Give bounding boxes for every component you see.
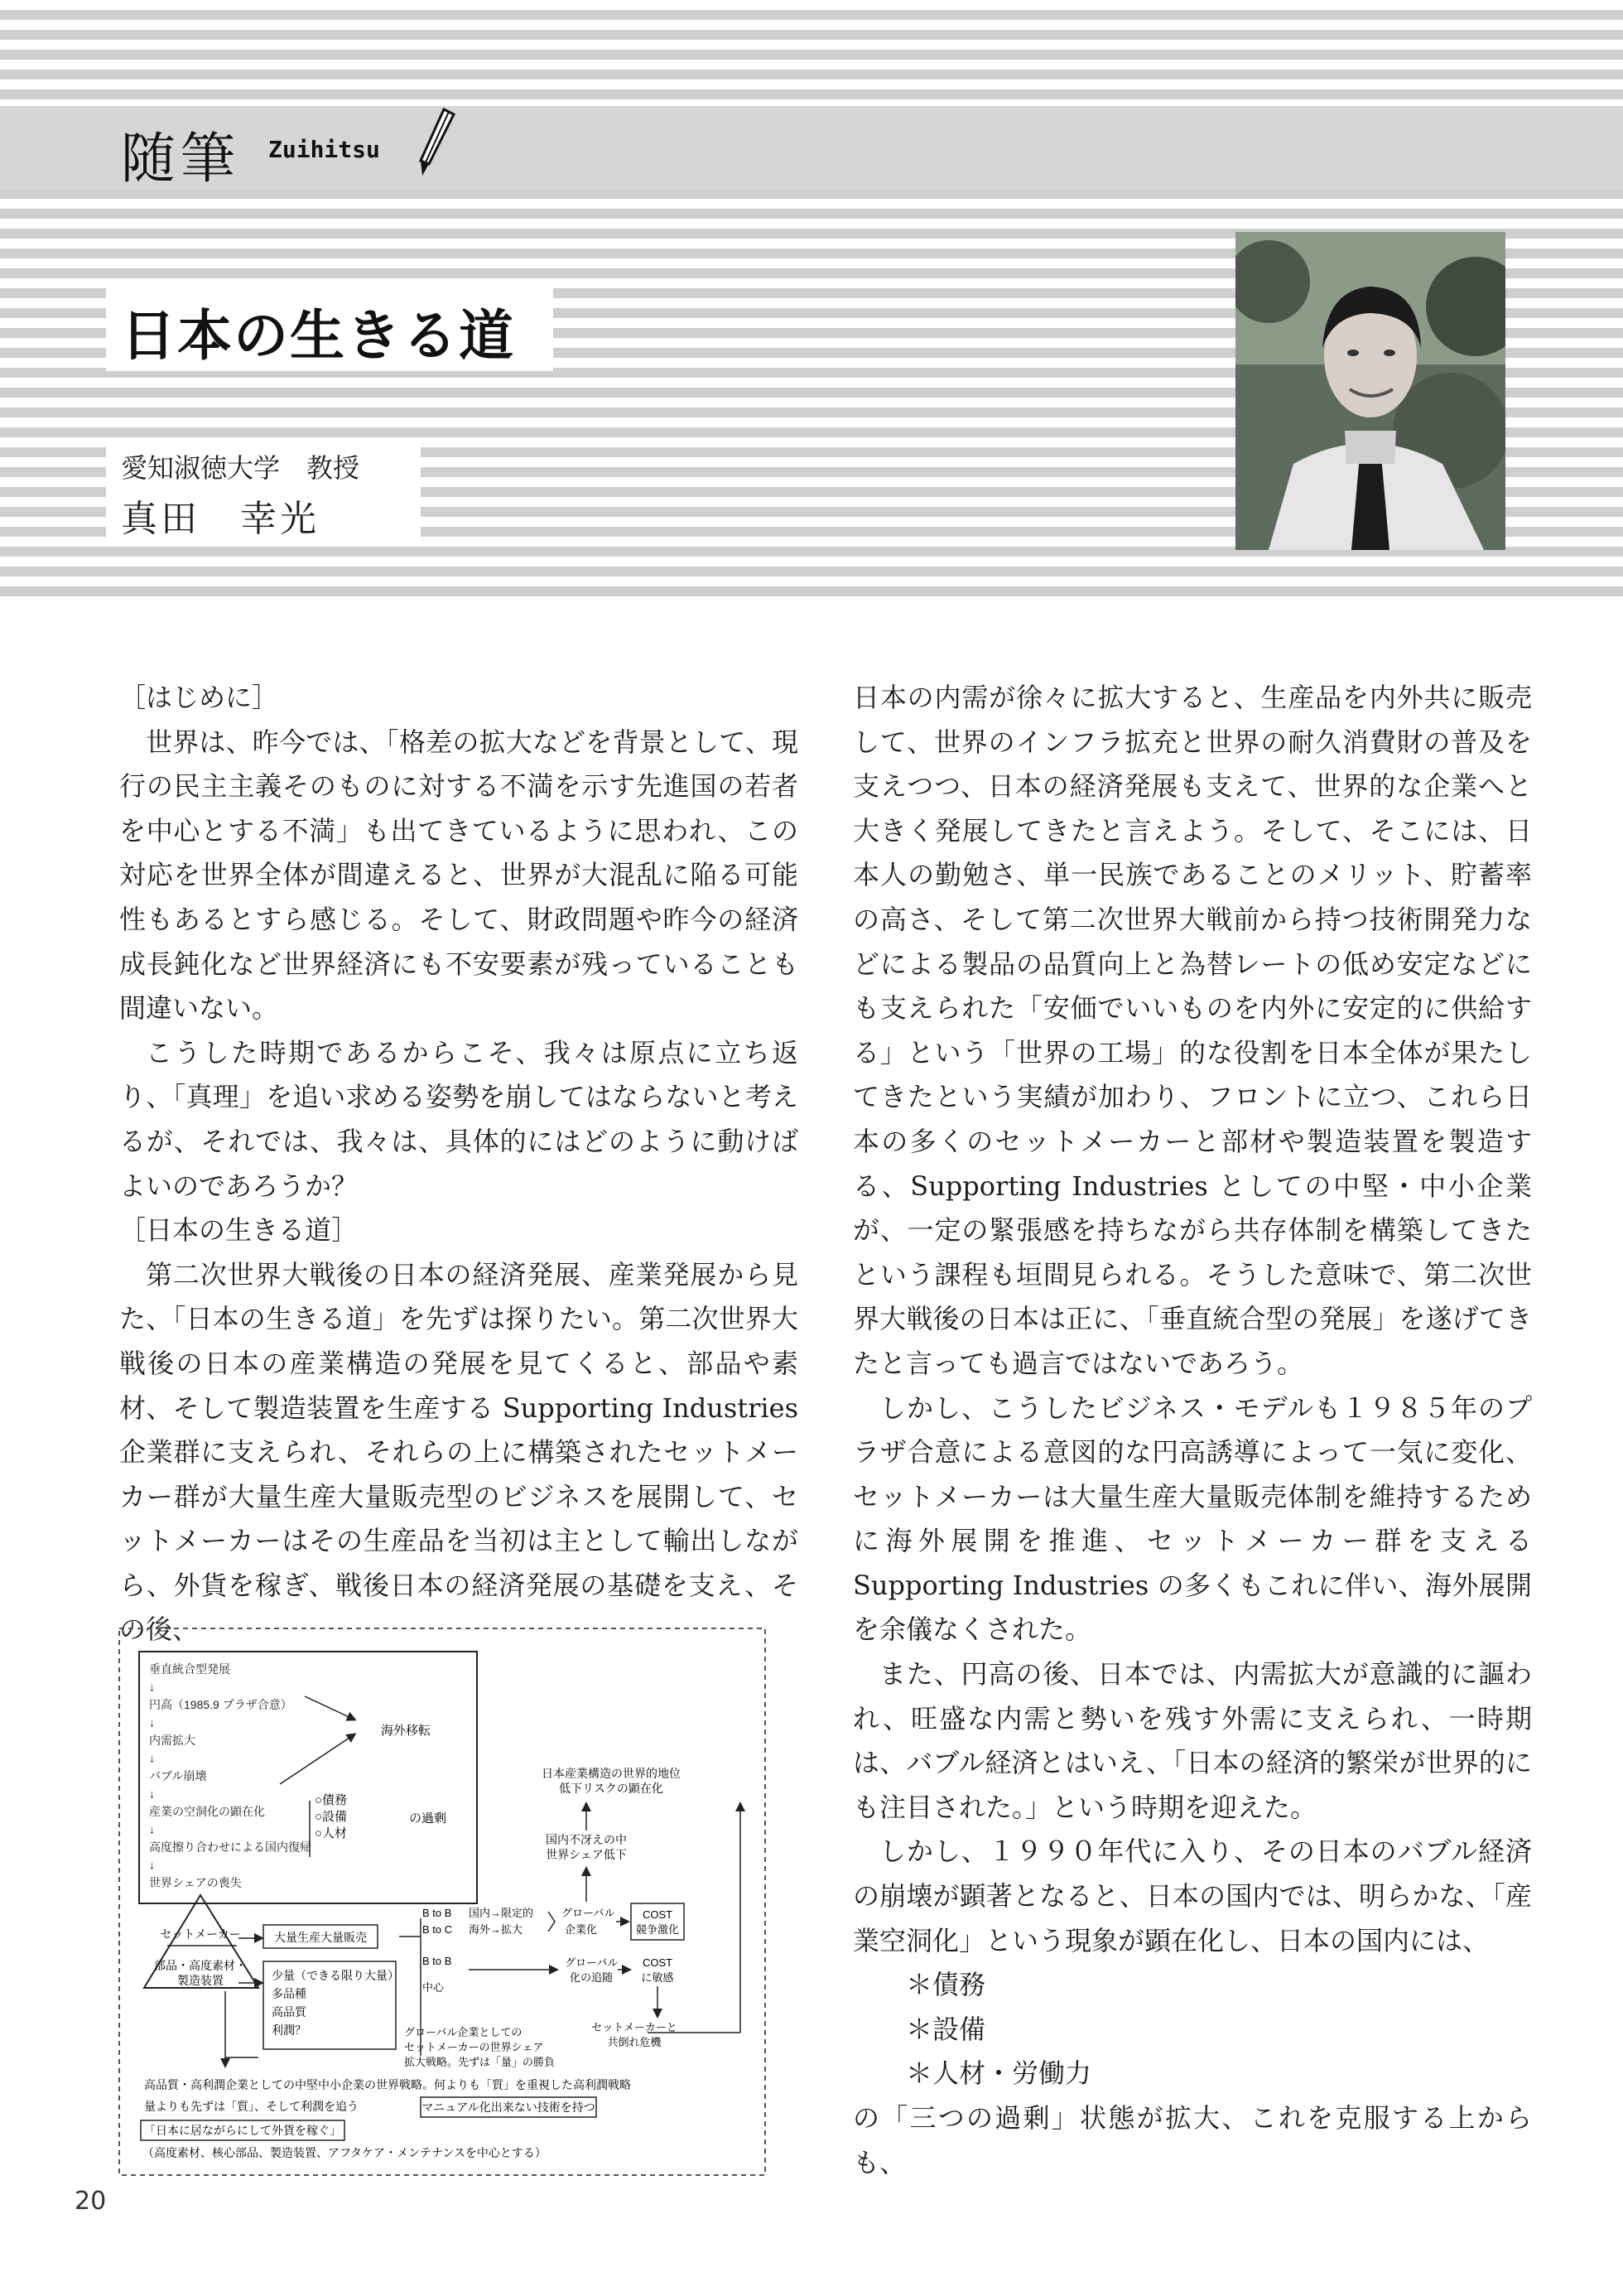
paragraph: また、円高の後、日本では、内需拡大が意識的に謳われ、旺盛な内需と勢いを残す外需に支えられ、一時期は、バブル経済とはいえ、「日本の経済的繁栄が世界的にも注目された。」という時期を迎えた。	[853, 1658, 1532, 1823]
flow-step: 垂直統合型発展	[149, 1662, 230, 1676]
overseas-label: 海外移転	[381, 1724, 431, 1738]
btob-label: B to B	[422, 1907, 452, 1919]
flow-step: 産業の空洞化の顕在化	[149, 1805, 265, 1818]
paragraph: ［日本の生きる道］	[119, 1214, 359, 1247]
bottom-note: （高度素材、核心部品、製造装置、アフタケア・メンテナンスを中心とする）	[142, 2146, 547, 2159]
parts-label-0: 部品・高度素材・	[154, 1959, 247, 1972]
section-label: 随筆	[121, 127, 240, 191]
flow-step: ↓	[149, 1858, 155, 1872]
paragraph: ＊人材・労働力	[906, 2057, 1092, 2090]
paragraph: しかし、１９９０年代に入り、その日本のバブル経済の崩壊が顕著となると、日本の国内では、明らかな、「産業空洞化」という現象が顕在化し、日本の国内には、	[853, 1835, 1532, 1956]
excess-item-1: ○設備	[315, 1810, 348, 1824]
domestic-weak-1: 世界シェア低下	[546, 1848, 627, 1861]
section-band	[0, 106, 1623, 191]
btob2-label: B to B	[422, 1955, 452, 1967]
jp-status-0: 日本産業構造の世界的地位	[542, 1767, 681, 1780]
cost-comp-1: 競争激化	[635, 1923, 680, 1936]
global2-0: グローバル	[565, 1956, 619, 1969]
flow-step: 円高（1985.9 プラザ合意）	[149, 1698, 292, 1711]
hq-line: 高品質・高利潤企業としての中堅中小企業の世界戦略。何よりも「質」を重視した高利潤戦略	[144, 2078, 631, 2091]
small-lot-2: 高品質	[272, 2005, 306, 2019]
global-strat-0: グローバル企業としての	[404, 2026, 523, 2038]
industry-structure-diagram	[118, 1627, 767, 2177]
excess-item-2: ○人材	[315, 1826, 348, 1840]
home-label: 「日本に居ながらにして外貨を稼ぐ」	[144, 2124, 341, 2137]
small-lot-0: 少量（できる限り大量）	[272, 1969, 399, 1982]
co-danger-0: セットメーカーと	[591, 2021, 677, 2033]
dom-limited: 国内→限定的	[469, 1907, 534, 1919]
chuushin-label: 中心	[422, 1981, 445, 1994]
small-lot-3: 利潤？	[272, 2023, 306, 2037]
parts-label-1: 製造装置	[177, 1974, 224, 1987]
section-label-roman: Zuihitsu	[268, 136, 380, 163]
flow-step: ↓	[149, 1680, 155, 1694]
flow-step: 高度擦り合わせによる国内復帰	[149, 1840, 311, 1854]
set-maker-label: セットメーカー	[160, 1927, 241, 1941]
article-title: 日本の生きる道	[121, 304, 515, 368]
paragraph: ＊設備	[906, 2013, 986, 2045]
pen-icon	[411, 106, 457, 181]
paragraph: 第二次世界大戦後の日本の経済発展、産業発展から見た、「日本の生きる道」を先ずは探りたい。第二次世界大戦後の日本の産業構造の発展を見てくると、部品や素材、そして製造装置を生産する Supporting Industries 企業群に支えられ、それらの上に構築されたセットメーカー群が大量生産大量販売型のビジネスを展開して、セットメーカーはその生産品を当初は主として輸出しながら、外貨を稼ぎ、戦後日本の経済発展の基礎を支え、その後、	[119, 1258, 798, 1646]
flow-step: バブル崩壊	[149, 1769, 207, 1782]
page-number: 20	[75, 2187, 107, 2216]
global-strat-1: セットメーカーの世界シェア	[404, 2041, 544, 2053]
excess-label: の過剰	[409, 1811, 447, 1826]
body-right-column	[853, 676, 1532, 2185]
small-lot-1: 多品種	[272, 1987, 306, 2000]
flow-step: ↓	[149, 1822, 155, 1836]
global-strat-2: 拡大戦略。先ずは「量」の勝負	[404, 2056, 556, 2068]
excess-item-0: ○債務	[315, 1793, 348, 1807]
paragraph: の「三つの過剰」状態が拡大、これを克服する上からも、	[853, 2102, 1532, 2178]
global2-1: 化の追随	[570, 1971, 614, 1984]
flow-step: 内需拡大	[149, 1734, 195, 1747]
cost-sens-0: COST	[642, 1956, 673, 1969]
quality-line: 量よりも先ずは「質」、そして利潤を追う	[144, 2100, 359, 2113]
global1-0: グローバル	[561, 1907, 615, 1919]
paragraph: 世界は、昨今では、「格差の拡大などを背景として、現行の民主主義そのものに対する不満を示す先進国の若者を中心とする不満」も出てきているように思われ、この対応を世界全体が間違えると、世界が大混乱に陥る可能性もあるとすら感じる。そして、財政問題や昨今の経済成長鈍化など世界経済にも不安要素が残っていることも間違いない。	[119, 726, 798, 1025]
cost-sens-1: に敏感	[641, 1971, 674, 1984]
jp-status-1: 低下リスクの顕在化	[559, 1782, 663, 1795]
author-affiliation: 愛知淑徳大学 教授	[121, 452, 360, 484]
flow-step: ↓	[149, 1751, 155, 1765]
manual-label: マニュアル化出来ない技術を持つ	[421, 2101, 595, 2114]
mass-label: 大量生産大量販売	[274, 1931, 367, 1944]
author-name: 真田 幸光	[121, 498, 320, 540]
global1-1: 企業化	[565, 1923, 598, 1936]
paragraph: ［はじめに］	[119, 682, 279, 713]
paragraph: 日本の内需が徐々に拡大すると、生産品を内外共に販売して、世界のインフラ拡充と世界の耐久消費財の普及を支えつつ、日本の経済発展も支えて、世界的な企業へと大きく発展してきたと言えよう。そして、そこには、日本人の勤勉さ、単一民族であることのメリット、貯蓄率の高さ、そして第二次世界大戦前から持つ技術開発力などによる製品の品質向上と為替レートの低め安定などにも支えられた「安価でいいものを内外に安定的に供給する」という「世界の工場」的な役割を日本全体が果たしてきたという実績が加わり、フロントに立つ、これら日本の多くのセットメーカーと部材や製造装置を製造する、Supporting Industries としての中堅・中小企業が、一定の緊張感を持ちながら共存体制を構築してきたという課程も垣間見られる。そうした意味で、第二次世界大戦後の日本は正に、「垂直統合型の発展」を遂げてきたと言っても過言ではないであろう。	[853, 682, 1532, 1379]
flow-step: ↓	[149, 1787, 155, 1801]
domestic-weak-0: 国内不冴えの中	[546, 1833, 627, 1846]
author-portrait-image	[1235, 232, 1505, 550]
flow-step: ↓	[149, 1715, 155, 1729]
paragraph: しかし、こうしたビジネス・モデルも１９８５年のプラザ合意による意図的な円高誘導によって一気に変化、セットメーカーは大量生産大量販売体制を維持するために海外展開を推進、セットメーカー群を支える Supporting Industries の多くもこれに伴い、海外展開を余儀なくされた。	[853, 1392, 1532, 1646]
co-danger-1: 共倒れ危機	[607, 2036, 662, 2048]
paragraph: こうした時期であるからこそ、我々は原点に立ち返り、「真理」を追い求める姿勢を崩してはならないと考えるが、それでは、我々は、具体的にはどのように動けばよいのであろうか？	[119, 1036, 798, 1202]
body-left-column	[119, 676, 798, 1652]
flow-step: 世界シェアの喪失	[149, 1876, 242, 1889]
overseas-exp: 海外→拡大	[469, 1923, 523, 1936]
btoc-label: B to C	[422, 1923, 453, 1936]
cost-comp-0: COST	[642, 1908, 673, 1921]
author-photo	[1235, 232, 1505, 550]
paragraph: ＊債務	[906, 1969, 986, 2001]
